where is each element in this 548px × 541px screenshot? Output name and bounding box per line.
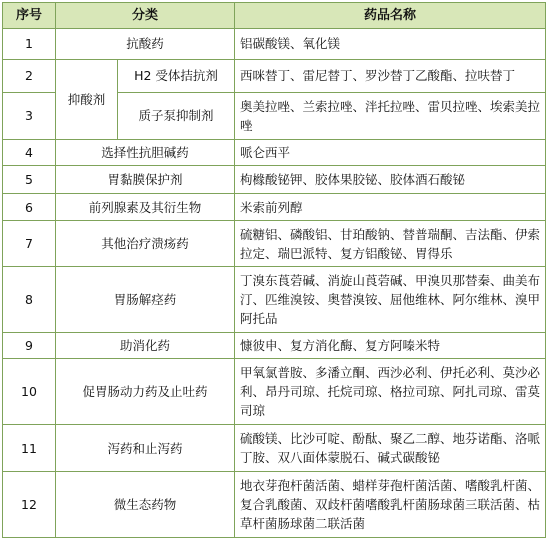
row-category: 质子泵抑制剂 xyxy=(118,92,235,139)
row-drugs: 甲氧氯普胺、多潘立酮、西沙必利、伊托必利、莫沙必利、昂丹司琼、托烷司琼、格拉司琼、阿扎司琼、雷莫司琼 xyxy=(235,359,546,425)
row-no: 12 xyxy=(3,472,56,538)
row-drugs: 硫糖铝、磷酸铝、甘珀酸钠、替普瑞酮、吉法酯、伊索拉定、瑞巴派特、复方铝酸铋、胃得乐 xyxy=(235,220,546,266)
row-no: 11 xyxy=(3,425,56,472)
row-drugs: 哌仑西平 xyxy=(235,139,546,166)
row-no: 1 xyxy=(3,29,56,60)
table-row xyxy=(3,472,546,538)
row-no: 10 xyxy=(3,359,56,425)
table-row xyxy=(3,220,546,266)
drug-classification-table xyxy=(2,2,546,538)
header-category: 分类 xyxy=(56,3,235,29)
row-no: 7 xyxy=(3,220,56,266)
row-category: 其他治疗溃疡药 xyxy=(56,220,235,266)
row-drugs: 丁溴东莨菪碱、消旋山莨菪碱、甲溴贝那替秦、曲美布汀、匹维溴铵、奥替溴铵、屈他维林、阿尔维林、溴甲阿托品 xyxy=(235,267,546,333)
row-category: 前列腺素及其衍生物 xyxy=(56,194,235,221)
table-row xyxy=(3,139,546,166)
row-category: 促胃肠动力药及止吐药 xyxy=(56,359,235,425)
table-row xyxy=(3,166,546,194)
header-drugs: 药品名称 xyxy=(235,3,546,29)
drug-table-container xyxy=(2,2,545,538)
row-drugs: 西咪替丁、雷尼替丁、罗沙替丁乙酸酯、拉呋替丁 xyxy=(235,59,546,92)
row-category: 胃黏膜保护剂 xyxy=(56,166,235,194)
table-row xyxy=(3,194,546,221)
row-category: H2 受体拮抗剂 xyxy=(118,59,235,92)
header-no: 序号 xyxy=(3,3,56,29)
row-no: 5 xyxy=(3,166,56,194)
row-no: 3 xyxy=(3,92,56,139)
row-category: 抗酸药 xyxy=(56,29,235,60)
row-category: 微生态药物 xyxy=(56,472,235,538)
row-no: 6 xyxy=(3,194,56,221)
table-header-row xyxy=(3,3,546,29)
table-row xyxy=(3,332,546,359)
table-row xyxy=(3,267,546,333)
row-no: 9 xyxy=(3,332,56,359)
row-category: 选择性抗胆碱药 xyxy=(56,139,235,166)
row-no: 4 xyxy=(3,139,56,166)
table-row xyxy=(3,59,546,92)
row-drugs: 硫酸镁、比沙可啶、酚酞、聚乙二醇、地芬诺酯、洛哌丁胺、双八面体蒙脱石、碱式碳酸铋 xyxy=(235,425,546,472)
row-drugs: 枸橼酸铋钾、胶体果胶铋、胶体酒石酸铋 xyxy=(235,166,546,194)
row-category: 泻药和止泻药 xyxy=(56,425,235,472)
row-category: 助消化药 xyxy=(56,332,235,359)
row-no: 8 xyxy=(3,267,56,333)
table-row xyxy=(3,359,546,425)
group-label-acid-suppressant: 抑酸剂 xyxy=(56,59,118,139)
row-drugs: 米索前列醇 xyxy=(235,194,546,221)
row-drugs: 铝碳酸镁、氧化镁 xyxy=(235,29,546,60)
row-drugs: 慷彼申、复方消化酶、复方阿嗪米特 xyxy=(235,332,546,359)
table-row xyxy=(3,425,546,472)
row-category: 胃肠解痉药 xyxy=(56,267,235,333)
table-row xyxy=(3,29,546,60)
row-drugs: 奥美拉唑、兰索拉唑、泮托拉唑、雷贝拉唑、埃索美拉唑 xyxy=(235,92,546,139)
row-no: 2 xyxy=(3,59,56,92)
row-drugs: 地衣芽孢杆菌活菌、蜡样芽孢杆菌活菌、嗜酸乳杆菌、复合乳酸菌、双歧杆菌嗜酸乳杆菌肠球菌三联活菌、枯草杆菌肠球菌二联活菌 xyxy=(235,472,546,538)
